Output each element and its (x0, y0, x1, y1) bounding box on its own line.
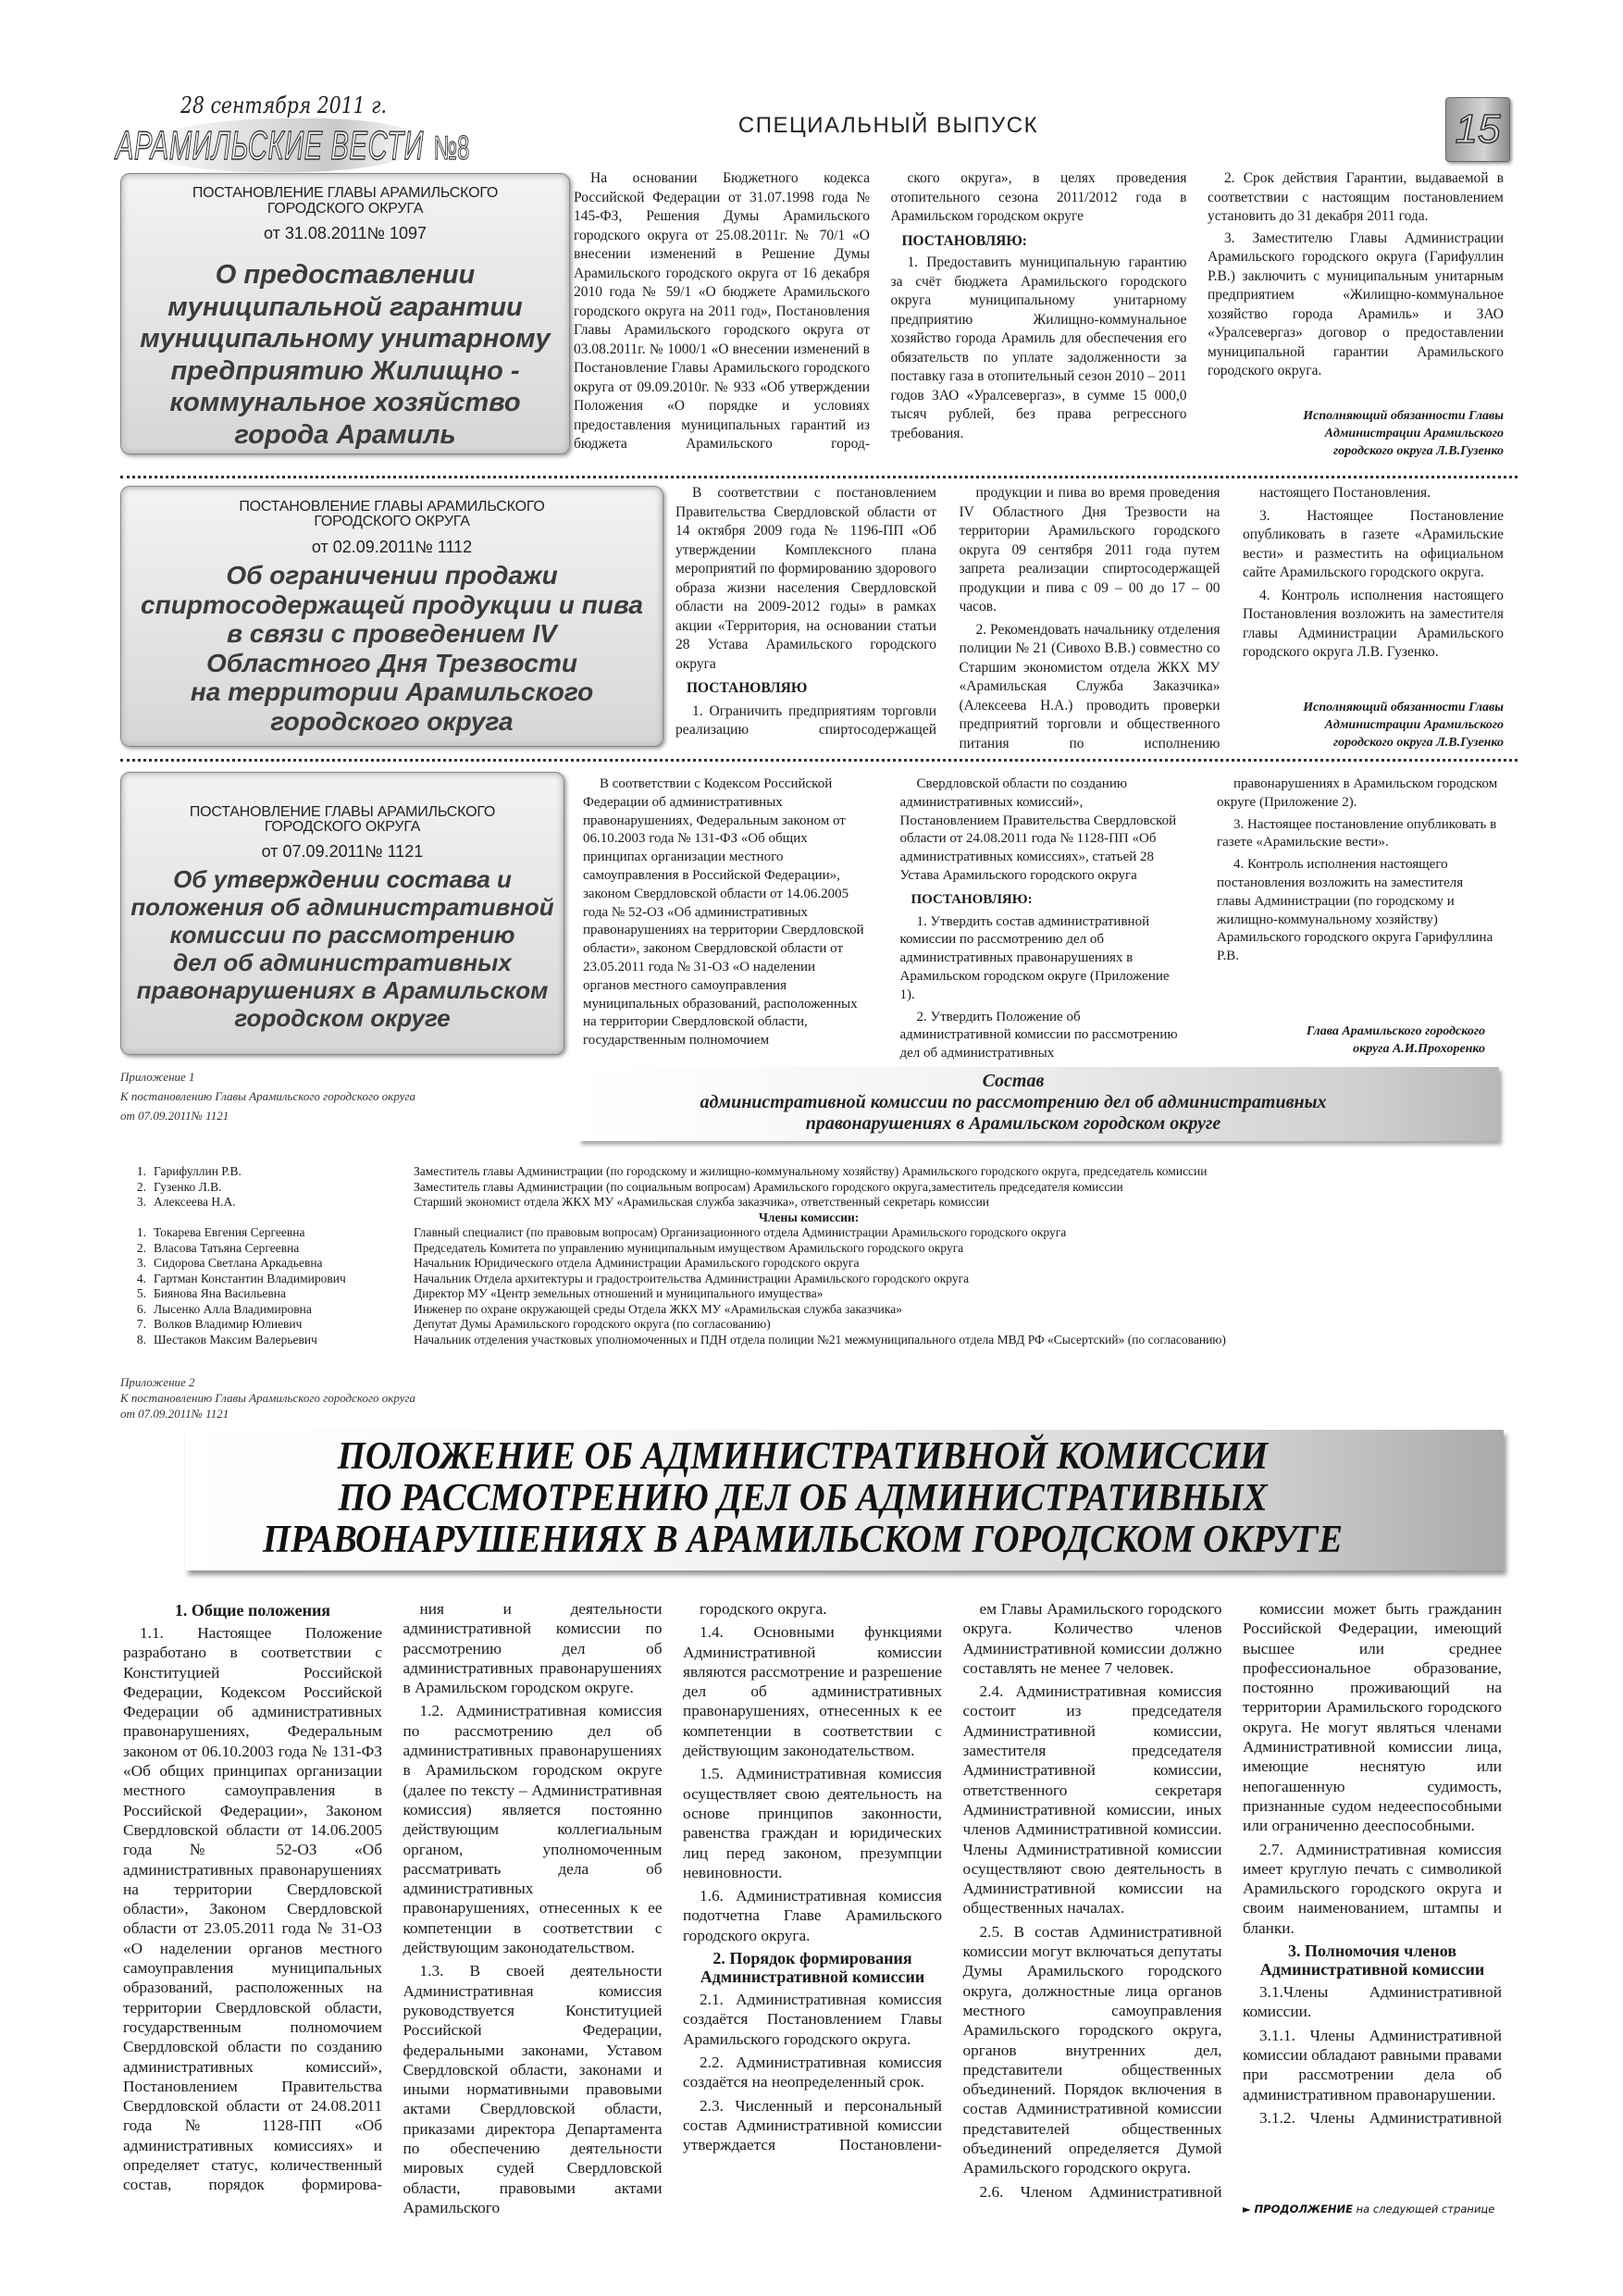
member-number: 6. (136, 1301, 146, 1316)
title-line: административной комиссии по рассмотрению дел об административных (700, 1092, 1327, 1112)
paragraph: 2.7. Административная комиссия имеет круглую печать с символикой Арамильского городского округа и своим наименованием, штампы и бланки. (1243, 1840, 1502, 1937)
signature-line: Исполняющий обязанности Главы (1303, 409, 1504, 423)
decree-title-line: ПОСТАНОВЛЕНИЕ ГЛАВЫ АРАМИЛЬСКОГО (239, 499, 545, 515)
heading-line: Областного Дня Трезвости (205, 648, 577, 677)
title-line: правонарушениях в Арамильском городском округе (805, 1113, 1221, 1134)
paragraph: 3.1.1. Члены Административной комиссии обладают равными правами при рассмотрении дела об административном правонарушении. (1243, 2026, 1502, 2104)
decree-heading (129, 865, 556, 1032)
commission-member-row (120, 1180, 1508, 1196)
paragraph: 2. Рекомендовать начальнику отделения полиции № 21 (Сивохо В.В.) совместно со Старшим экономистом отдела ЖКХ МУ «Арамильская Служба Заказчика» (Алексеева Н.А.) проводить проверки предприятий торговли и общественного питания по исполнению (959, 621, 1220, 751)
commission-member-row (120, 1333, 1508, 1348)
heading-line: городском округе (234, 1004, 451, 1032)
signature-line: Глава Арамильского городского (1306, 1024, 1485, 1038)
heading-line: положения об административной (130, 893, 554, 921)
paragraph: 3. Настоящее Постановление опубликовать в газете «Арамильские вести» и разместить на официальном сайте Арамильского городского округа. (1243, 507, 1504, 580)
member-number: 3. (136, 1195, 146, 1209)
heading-line: О предоставлении (215, 260, 476, 290)
newspaper-masthead (116, 123, 469, 169)
continuation-bold: ПРОДОЛЖЕНИЕ (1254, 2203, 1353, 2215)
paragraph: 2. Срок действия Гарантии, выдаваемой в соответствии с настоящим постановлением установить до 31 декабря 2011 года. (1208, 170, 1504, 224)
heading-line: коммунальное хозяйство (169, 388, 521, 417)
signature-line: Исполняющий обязанности Главы (1303, 701, 1504, 714)
member-number: 8. (136, 1332, 146, 1347)
text-column (583, 776, 865, 1053)
paragraph: 2.1. Административная комиссия создаётся Постановлением Главы Арамильского городского округа. (683, 1991, 942, 2048)
paragraph: 2.5. В состав Административной комиссии могут включаться депутаты Думы Арамильского городского округа, должностные лица органов местного самоуправления Арамильского городского округа, органов внутренних дел, представители общественных объединений. Порядок включения в состав Административной комиссии представителей общественных объединений определяется Думой Арамильского городского округа. (962, 1922, 1222, 2178)
separator-dotted (120, 759, 1518, 762)
newspaper-logo: АРАМИЛЬСКИЕ ВЕСТИ (116, 123, 425, 168)
paragraph: продукции и пива во время проведения IV Областного Дня Трезвости на территории Арамильского городского округа 09 сентября 2011 года путем запрета реализации спиртосодержащей продукции и пива с 09 – 00 до 17 – 00 часов. (959, 485, 1220, 614)
member-number: 1. (136, 1225, 146, 1239)
title-line: ПРАВОНАРУШЕНИЯХ В АРАМИЛЬСКОМ ГОРОДСКОМ ОКРУГЕ (262, 1519, 1344, 1561)
appendix-label-line: К постановлению Главы Арамильского городского округа (120, 1089, 416, 1103)
resolution-heading: ПОСТАНОВЛЯЮ (687, 680, 808, 696)
appendix-label-line: К постановлению Главы Арамильского городского округа (120, 1391, 416, 1405)
text-column (899, 776, 1183, 1061)
signature-line: Администрации Арамильского (1324, 427, 1504, 441)
paragraph: 1.3. В своей деятельности Административная комиссия руководствуется Конституцией Российской Федерации, федеральными законами, Уставом Свердловской области, законами и иными нормативными правовыми актами Свердловской области, приказами директора Департамента по обеспечению деятельности мировых судей Свердловской области, правовыми актами Арамильского (403, 1962, 663, 2216)
paragraph: 1.1. Настоящее Положение разработано в соответствии с Конституцией Российской Федерации, Кодексом Российской Федерации об административных правонарушениях, Федеральным законом от 06.10.2003 года № 131-ФЗ «Об общих принципах организации местного самоуправления в Российской Федерации», Законом Свердловской области от 14.06.2005 года № 52-ОЗ «Об административных правонарушениях на территории Свердловской области», Законом Свердловской области от 23.05.2011 года № 31-ОЗ «О наделении органов местного самоуправления муниципальных образований, расположенных на территории Свердловской области, государственным полномочием Свердловской области по созданию административных комиссий», Постановлением Правительства Свердловской области от 24.08.2011 года № 1128-ПП «Об административных комиссиях» и определяет статус, количественный состав, порядок формирова- (123, 1624, 382, 2194)
heading-line: в связи с проведением IV (227, 619, 557, 648)
continuation-note[interactable] (1243, 2203, 1494, 2215)
page-number-badge (1445, 97, 1510, 162)
member-role: Начальник отделения участковых уполномоченных и ПДН отдела полиции №21 межмуниципального отдела МВД РФ «Сысертский» (по согласованию) (414, 1332, 1226, 1347)
paragraph: 1. Предоставить муниципальную гарантию за счёт бюджета Арамильского городского округа муниципальному унитарному предприятию Жилищно-коммунальное хозяйство города Арамиль для обеспечения его обязательств по уплате задолженности за поставку газа в отопительный сезон 2010 – 2011 годов ЗАО «Уралсевергаз», в сумме 15 000,0 тысяч рублей, без права регрессного требования. (890, 254, 1187, 441)
member-name: Алексеева Н.А. (154, 1195, 236, 1209)
member-role: Директор МУ «Центр земельных отношений и муниципального имущества» (414, 1286, 824, 1300)
member-role: Депутат Думы Арамильского городского округа (по согласованию) (414, 1317, 771, 1331)
decree-3-body (583, 776, 1499, 1061)
commission-list (120, 1164, 1508, 1347)
issue-date: 28 сентября 2011 г. (180, 93, 387, 118)
paragraph: 3.1.2. Члены Административной (1259, 2108, 1502, 2127)
title-line: ПО РАССМОТРЕНИЮ ДЕЛ ОБ АДМИНИСТРАТИВНЫХ (338, 1477, 1268, 1520)
decree-title-line: ПОСТАНОВЛЕНИЕ ГЛАВЫ АРАМИЛЬСКОГО (192, 185, 499, 201)
heading-line: комиссии по рассмотрению (169, 921, 515, 949)
paragraph: 1. Утвердить состав административной комиссии по рассмотрению дел об административных правонарушениях в Арамильском городском округе (Приложение 1). (899, 913, 1170, 1002)
commission-member-row (120, 1256, 1508, 1272)
decree-3-title-box (120, 772, 564, 1055)
decree-title-line: ПОСТАНОВЛЕНИЕ ГЛАВЫ АРАМИЛЬСКОГО (189, 804, 496, 820)
commission-member-row (120, 1286, 1508, 1302)
text-column (1217, 776, 1499, 1053)
appendix-label-line: от 07.09.2011№ 1121 (120, 1109, 229, 1123)
appendix-1-title (578, 1071, 1448, 1135)
heading-line: спиртосодержащей продукции и пива (141, 590, 643, 619)
paragraph: 2. Утвердить Положение об административной комиссии по рассмотрению дел об административных (899, 1009, 1178, 1061)
decree-2-signature (1226, 699, 1504, 751)
heading-line: муниципальной гарантии (167, 292, 523, 322)
title-line: ПОЛОЖЕНИЕ ОБ АДМИНИСТРАТИВНОЙ КОМИССИИ (337, 1435, 1269, 1478)
appendix-label-line: Приложение 1 (120, 1070, 195, 1084)
resolution-heading: ПОСТАНОВЛЯЮ: (901, 232, 1027, 249)
triangle-right-icon: ► (1243, 2203, 1251, 2215)
text-column (675, 484, 936, 743)
appendix-2-label (120, 1374, 415, 1421)
decree-date: от 07.09.2011№ 1121 (261, 842, 424, 861)
paragraph: 3. Заместителю Главы Администрации Арамильского городского округа (Гарифуллин Р.В.) заключить с муниципальным унитарным предприятием «Жилищно-коммунальное хозяйство города Арамиль» и ЗАО «Уралсевергаз» договор о предоставлении муниципальной гарантии Арамильского городского округа. (1208, 230, 1504, 379)
decree-date: от 02.09.2011№ 1112 (311, 538, 473, 556)
heading-line: муниципальному унитарному (140, 324, 551, 354)
member-number: 2. (136, 1240, 146, 1255)
member-name: Сидорова Светлана Аркадьевна (154, 1256, 323, 1270)
member-number: 4. (136, 1271, 146, 1285)
text-column (574, 169, 870, 452)
paragraph: 4. Контроль исполнения настоящего постановления возложить на заместителя главы Администрации (по городскому и жилищно-коммунальному хозяйству) Арамильского городского округа Гарифуллина Р.В. (1217, 857, 1493, 964)
member-role: Инженер по охране окружающей среды Отдела ЖКХ МУ «Арамильская служба заказчика» (414, 1301, 902, 1316)
paragraph: ского округа», в целях проведения отопительного сезона 2011/2012 года в Арамильском городском округе (890, 170, 1187, 224)
section-heading: 3. Полномочия членов Административной комиссии (1259, 1942, 1485, 1980)
members-heading: Члены комиссии: (759, 1210, 860, 1224)
member-name: Власова Татьяна Сергеевна (154, 1240, 300, 1255)
heading-line: правонарушениях в Арамильском (136, 976, 549, 1004)
member-name: Волков Владимир Юлиевич (154, 1317, 303, 1331)
appendix-label-line: от 07.09.2011№ 1121 (120, 1407, 229, 1421)
text-column (123, 1599, 382, 2194)
decree-date: от 31.08.2011№ 1097 (264, 224, 427, 242)
member-name: Гарифуллин Р.В. (154, 1164, 242, 1178)
commission-member-row (120, 1241, 1508, 1257)
paragraph: комиссии может быть гражданин Российской Федерации, имеющий высшее или среднее профессиональное образование, постоянно проживающий на территории Арамильского городского округа. Не могут являться членами Административной комиссии лица, имеющие неснятую или непогашенную судимость, признанные судом недееспособными или ограниченно дееспособными. (1243, 1600, 1502, 1835)
paragraph: В соответствии с постановлением Правительства Свердловской области от 14 октября 2009 года № 1196-ПП «Об утверждении Комплексного плана мероприятий по формированию здорового образа жизни населения Свердловской области на 2009-2012 годы» в рамках акции «Территория, на основании статьи 28 Устава Арамильского городского округа (675, 485, 936, 672)
decree-1-signature (1226, 407, 1504, 460)
decree-1-title-box (120, 173, 570, 454)
paragraph: 3.1.Члены Административной комиссии. (1243, 1983, 1502, 2021)
member-name: Гартман Константин Владимирович (154, 1271, 346, 1285)
member-name: Шестаков Максим Валерьевич (154, 1332, 317, 1347)
commission-member-row (120, 1225, 1508, 1241)
paragraph: городского округа. (700, 1600, 827, 1618)
paragraph: На основании Бюджетного кодекса Российской Федерации от 31.07.1998 года № 145-ФЗ, Решения Думы Арамильского городского округа от 25.08.2011г. № 70/1 «О внесении изменений в Решение Думы Арамильского городского округа от 16 декабря 2010 года № 59/1 «О бюджете Арамильского городского округа на 2011 год», Постановления Главы Арамильского городского округа от 03.08.2011г. № 1000/1 «О внесении изменений в Постановление Главы Арамильского городского округа от 09.09.2010г. № 933 «Об утверждении Положения «О порядке и условиях предоставления муниципальных гарантий из бюджета Арамильского город- (574, 170, 870, 452)
decree-3-signature (1208, 1023, 1485, 1058)
paragraph: 4. Контроль исполнения настоящего Постановления возложить на заместителя главы Администрации Арамильского городского округа Л.В. Гузенко. (1243, 587, 1504, 660)
member-role: Заместитель главы Администрации (по социальным вопросам) Арамильского городского округа,заместитель председателя комиссии (414, 1179, 1123, 1194)
paragraph: ем Главы Арамильского городского округа. Количество членов Административной комиссии должно составлять не менее 7 человек. (962, 1600, 1222, 1677)
decree-title-line: ГОРОДСКОГО ОКРУГА (266, 201, 424, 217)
paragraph: 2.2. Административная комиссия создаётся на неопределенный срок. (683, 2053, 942, 2091)
heading-line: городского округа (270, 706, 514, 736)
paragraph: правонарушениях в Арамильском городском округе (Приложение 2). (1217, 776, 1498, 810)
continuation-text: на следующей странице (1352, 2203, 1495, 2215)
member-name: Гузенко Л.В. (154, 1179, 222, 1194)
member-role: Главный специалист (по правовым вопросам) Организационного отдела Администрации Арамильского городского округа (414, 1225, 1067, 1239)
signature-line: Администрации Арамильского (1324, 718, 1504, 732)
paragraph: настоящего Постановления. (1259, 485, 1431, 501)
paragraph: 2.4. Административная комиссия состоит из председателя Административной комиссии, заместителя председателя Административной комиссии, ответственного секретаря Административной комиссии, иных членов Административной комиссии. Члены Административной комиссии осуществляют свою деятельность в Административной комиссии на общественных началах. (962, 1682, 1222, 1917)
heading-line: предприятию Жилищно - (170, 355, 520, 386)
text-column (1243, 1599, 1502, 2191)
commission-member-row (120, 1164, 1508, 1180)
commission-member-row (120, 1302, 1508, 1318)
commission-member-row (120, 1195, 1508, 1210)
paragraph: 1.6. Административная комиссия подотчетна Главе Арамильского городского округа. (683, 1887, 942, 1944)
text-column (891, 169, 1187, 452)
member-number: 1. (136, 1164, 146, 1178)
appendix-1-label (120, 1067, 415, 1125)
section-heading: 2. Порядок формирования Административной комиссии (700, 1949, 925, 1987)
text-column (683, 1599, 942, 2191)
member-number: 5. (136, 1286, 146, 1300)
signature-line: городского округа Л.В.Гузенко (1332, 736, 1504, 750)
heading-line: Об ограничении продажи (226, 561, 558, 590)
decree-2-title-box (120, 486, 663, 747)
member-name: Лысенко Алла Владимировна (154, 1301, 312, 1316)
member-number: 7. (136, 1317, 146, 1331)
heading-line: на территории Арамильского (190, 677, 594, 706)
appendix-label-line: Приложение 2 (120, 1375, 195, 1389)
heading-line: дел об административных (173, 949, 512, 976)
member-number: 2. (136, 1179, 146, 1194)
paragraph: 2.6. Членом Административной (979, 2182, 1222, 2201)
paragraph: 3. Настоящее постановление опубликовать в газете «Арамильские вести». (1217, 816, 1497, 850)
signature-line: городского округа Л.В.Гузенко (1332, 444, 1504, 458)
commission-member-row (120, 1272, 1508, 1287)
paragraph: 1.5. Административная комиссия осуществляет свою деятельность на основе принципов законности, равенства граждан и юридических лиц перед законом, презумпции невиновности. (683, 1765, 942, 1881)
section-heading: 1. Общие положения (174, 1601, 331, 1620)
member-name: Токарева Евгения Сергеевна (154, 1225, 305, 1239)
decree-heading (129, 561, 655, 736)
decree-title-line: ГОРОДСКОГО ОКРУГА (314, 514, 470, 529)
paragraph: 2.3. Численный и персональный состав Административной комиссии утверждается Постановлени- (683, 2096, 942, 2154)
commission-member-row (120, 1317, 1508, 1333)
member-role: Заместитель главы Администрации (по городскому и жилищно-коммунальному хозяйству) Арамильского городского округа, председатель комиссии (414, 1164, 1208, 1178)
heading-line: Об утверждении состава и (173, 865, 512, 893)
title-line: Состав (982, 1071, 1045, 1091)
paragraph: Свердловской области по созданию административных комиссий», Постановлением Правительства Свердловской области от 24.08.2011 года № 1128-ПП «Об административных комиссиях», статьей 28 Устава Арамильского городского округа (899, 776, 1177, 883)
member-role: Председатель Комитета по управлению муниципальным имуществом Арамильского городского округа (414, 1240, 964, 1255)
section-title: СПЕЦИАЛЬНЫЙ ВЫПУСК (737, 113, 1039, 138)
decree-title-line: ГОРОДСКОГО ОКРУГА (264, 819, 421, 835)
text-column (403, 1599, 663, 2216)
separator-dotted (120, 476, 1518, 478)
text-column (959, 484, 1220, 751)
paragraph: ния и деятельности административной комиссии по рассмотрению дел об административных правонарушениях в Арамильском городском округе. (403, 1600, 663, 1697)
issue-number: №8 (433, 129, 470, 167)
decree-heading (129, 259, 562, 451)
member-name: Биянова Яна Васильевна (154, 1286, 287, 1300)
paragraph: 1.4. Основными функциями Административной комиссии являются рассмотрение и разрешение дел об административных правонарушениях, отнесенных к ее компетенции в соответствии с действующим законодательством. (683, 1623, 942, 1760)
paragraph: 1.2. Административная комиссия по рассмотрению дел об административных правонарушениях в Арамильском городском округе (далее по тексту – Административная комиссия) является постоянно действующим коллегиальным органом, уполномоченным рассматривать дела об административных правонарушениях, отнесенных к ее компетенции в соответствии с действующим законодательством. (403, 1702, 663, 1957)
paragraph: 1. Ограничить предприятиям торговли реализацию спиртосодержащей (675, 702, 936, 738)
page-number: 15 (1455, 106, 1501, 152)
member-role: Старший экономист отдела ЖКХ МУ «Арамильская служба заказчика», ответственный секретарь комиссии (414, 1195, 990, 1209)
signature-line: округа А.И.Прохоренко (1353, 1042, 1485, 1056)
appendix-2-title (234, 1436, 1370, 1561)
text-column (962, 1599, 1222, 2201)
paragraph: В соответствии с Кодексом Российской Федерации об административных правонарушениях, Федеральным законом от 06.10.2003 года № 131-ФЗ «Об общих принципах организации местного самоуправления в Российской Федерации», законом Свердловской области от 14.06.2005 года № 52-ОЗ «Об административных правонарушениях на территории Свердловской области», законом Свердловской области от 23.05.2011 года № 31-ОЗ «О наделении органов местного самоуправления муниципальных образований, расположенных на территории Свердловской области, государственным полномочием (583, 776, 864, 1049)
heading-line: города Арамиль (234, 419, 456, 450)
member-role: Начальник Юридического отдела Администрации Арамильского городского округа (414, 1256, 860, 1270)
resolution-heading: ПОСТАНОВЛЯЮ: (911, 891, 1033, 907)
member-role: Начальник Отдела архитектуры и градостроительства Администрации Арамильского городского округа (414, 1271, 970, 1285)
member-number: 3. (136, 1256, 146, 1270)
